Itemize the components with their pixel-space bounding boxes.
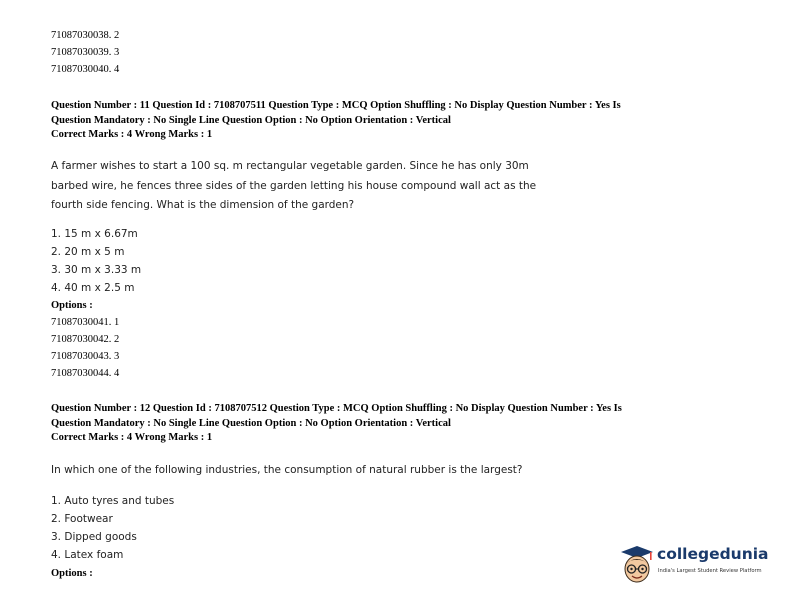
choice-item: 2. Footwear (51, 513, 113, 525)
option-line: 71087030041. 1 (51, 317, 120, 328)
previous-question-options (51, 27, 119, 78)
question-text-line: In which one of the following industries, the consumption of natural rubber is the largest? (51, 464, 523, 476)
option-line: 71087030044. 4 (51, 368, 120, 379)
choice-item: 3. Dipped goods (51, 531, 137, 543)
meta-line: Question Number : 12 Question Id : 7108707512 Question Type : MCQ Option Shuffling : No Display Question Number : Yes Is (51, 403, 622, 414)
question-text-line: fourth side fencing. What is the dimension of the garden? (51, 199, 355, 211)
option-line: 71087030042. 2 (51, 334, 120, 345)
choice-item: 1. 15 m x 6.67m (51, 228, 138, 240)
collegedunia-logo (617, 543, 777, 593)
question-11-options (51, 297, 119, 382)
option-line: 71087030040. 4 (51, 64, 120, 75)
question-12-options (51, 565, 93, 582)
question-12-text (51, 461, 522, 481)
question-11-text (51, 157, 536, 216)
option-line: 71087030043. 3 (51, 351, 120, 362)
options-label: Options : (51, 300, 93, 311)
logo-tagline: India's Largest Student Review Platform (658, 568, 762, 574)
option-line: 71087030038. 2 (51, 30, 120, 41)
choice-item: 1. Auto tyres and tubes (51, 495, 175, 507)
choice-item: 4. 40 m x 2.5 m (51, 282, 135, 294)
option-line: 71087030039. 3 (51, 47, 120, 58)
question-text-line: barbed wire, he fences three sides of the garden letting his house compound wall act as the (51, 179, 537, 192)
choice-item: 2. 20 m x 5 m (51, 246, 125, 258)
meta-line: Question Mandatory : No Single Line Question Option : No Option Orientation : Vertical (51, 417, 451, 429)
choice-item: 3. 30 m x 3.33 m (51, 264, 142, 276)
options-label: Options : (51, 568, 93, 579)
meta-line: Question Mandatory : No Single Line Question Option : No Option Orientation : Vertical (51, 114, 451, 126)
question-11-meta (51, 99, 621, 143)
question-11-choices (51, 225, 141, 297)
meta-line: Question Number : 11 Question Id : 7108707511 Question Type : MCQ Option Shuffling : No Display Question Number : Yes Is (51, 100, 621, 111)
mascot-icon (617, 543, 657, 593)
choice-item: 4. Latex foam (51, 549, 124, 561)
logo-wordmark: collegedunia (657, 545, 769, 563)
meta-line: Correct Marks : 4 Wrong Marks : 1 (51, 432, 213, 443)
question-text-line: A farmer wishes to start a 100 sq. m rectangular vegetable garden. Since he has only 30m (51, 160, 529, 172)
question-12-choices (51, 492, 174, 564)
meta-line: Correct Marks : 4 Wrong Marks : 1 (51, 129, 213, 140)
question-12-meta (51, 402, 622, 446)
